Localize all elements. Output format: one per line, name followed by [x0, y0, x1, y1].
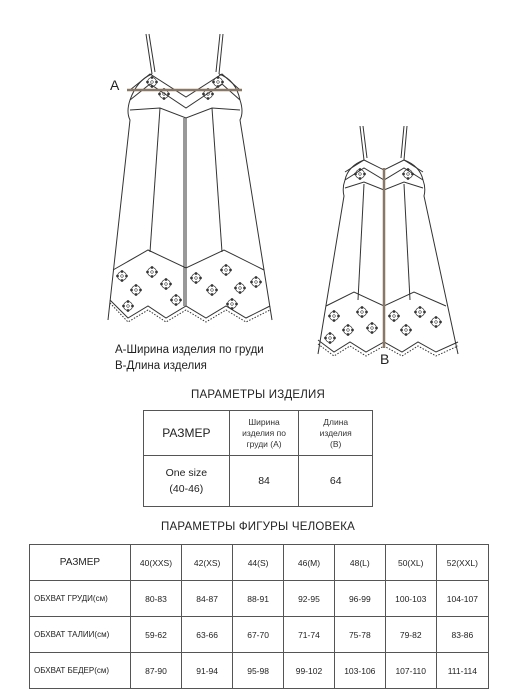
figure-params-title: ПАРАМЕТРЫ ФИГУРЫ ЧЕЛОВЕКА	[161, 521, 355, 533]
table-row	[30, 581, 489, 617]
table-cell: 92-95	[284, 581, 335, 617]
label-a: A	[110, 77, 120, 93]
table-cell: 103-106	[334, 653, 385, 689]
table-cell: 99-102	[284, 653, 335, 689]
table-cell: 91-94	[182, 653, 233, 689]
header-size: РАЗМЕР	[144, 411, 230, 456]
table-cell: 88-91	[233, 581, 284, 617]
table-cell: 95-98	[233, 653, 284, 689]
table-row	[30, 653, 489, 689]
table-cell: 111-114	[436, 653, 488, 689]
header-width: Ширина изделия по груди (А)	[229, 411, 299, 456]
table-cell: 71-74	[284, 617, 335, 653]
table-cell: 83-86	[436, 617, 488, 653]
row-label: ОБХВАТ ТАЛИИ(см)	[30, 617, 131, 653]
header-size: РАЗМЕР	[30, 545, 131, 581]
table-cell: 84-87	[182, 581, 233, 617]
table-cell: 63-66	[182, 617, 233, 653]
table-cell: 87-90	[130, 653, 181, 689]
table-header-row	[30, 545, 489, 581]
cell-size: One size (40-46)	[144, 456, 230, 507]
size-col: 42(XS)	[182, 545, 233, 581]
cell-length: 64	[299, 456, 373, 507]
front-lace-pattern	[117, 77, 262, 312]
table-cell: 59-62	[130, 617, 181, 653]
size-col: 48(L)	[334, 545, 385, 581]
table-cell: 79-82	[385, 617, 436, 653]
table-cell: 96-99	[334, 581, 385, 617]
size-col: 44(S)	[233, 545, 284, 581]
legend-item-b: В-Длина изделия	[115, 360, 207, 372]
table-cell: 100-103	[385, 581, 436, 617]
size-col: 40(XXS)	[130, 545, 181, 581]
row-label: ОБХВАТ БЕДЕР(см)	[30, 653, 131, 689]
table-header-row	[144, 411, 373, 456]
table-cell: 80-83	[130, 581, 181, 617]
product-params-title: ПАРАМЕТРЫ ИЗДЕЛИЯ	[190, 389, 326, 401]
size-col: 50(XL)	[385, 545, 436, 581]
legend	[115, 342, 264, 374]
front-dress-drawing	[108, 34, 272, 322]
legend-item-a: А-Ширина изделия по груди	[115, 344, 264, 356]
row-label: ОБХВАТ ГРУДИ(см)	[30, 581, 131, 617]
table-cell: 67-70	[233, 617, 284, 653]
figure-params-table	[29, 544, 489, 689]
table-cell: 75-78	[334, 617, 385, 653]
header-length: Длина изделия (В)	[299, 411, 373, 456]
label-b: B	[380, 351, 390, 367]
size-col: 52(XXL)	[436, 545, 488, 581]
table-row	[30, 617, 489, 653]
product-params-table	[143, 410, 373, 507]
table-cell: 107-110	[385, 653, 436, 689]
size-col: 46(M)	[284, 545, 335, 581]
table-row	[144, 456, 373, 507]
cell-width: 84	[229, 456, 299, 507]
table-cell: 104-107	[436, 581, 488, 617]
